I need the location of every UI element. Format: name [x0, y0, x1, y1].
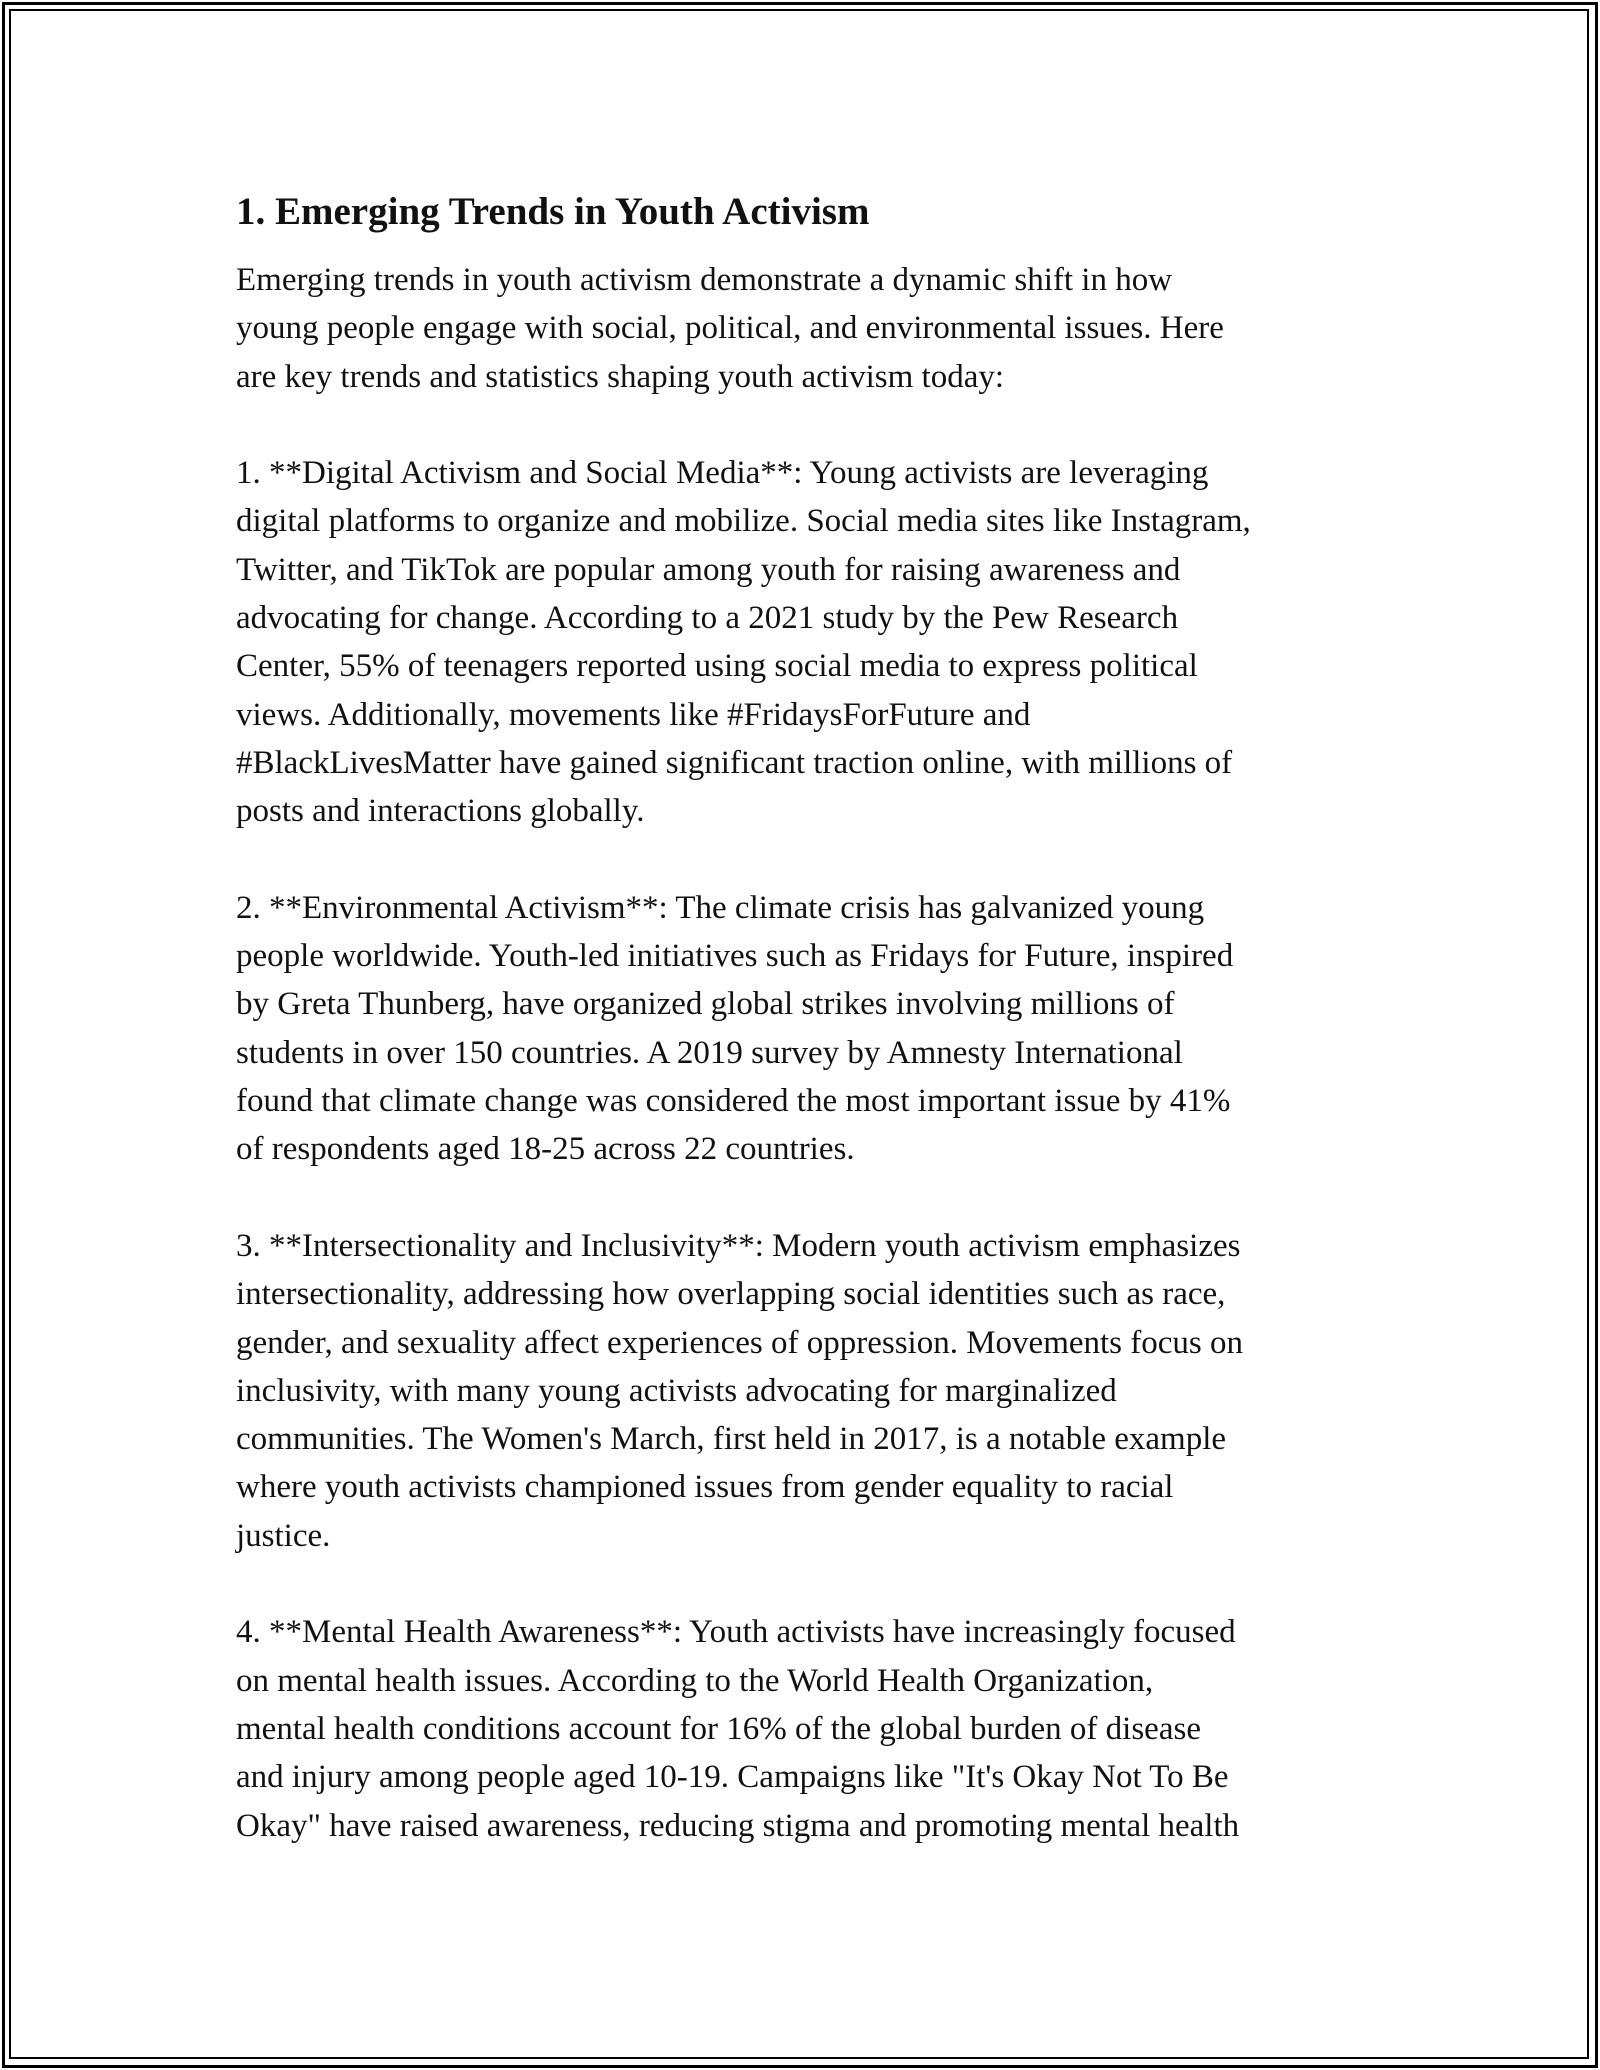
section-heading: 1. Emerging Trends in Youth Activism	[236, 190, 870, 233]
intro-paragraph: Emerging trends in youth activism demonstrate a dynamic shift in how young people engage with social, political, and environmental issues. Here are key trends and statistics shaping youth activism today:	[236, 262, 1224, 395]
document-body	[236, 182, 1386, 1850]
mental-health-paragraph: 4. **Mental Health Awareness**: Youth activists have increasingly focused on mental health issues. According to the World Health Organization, mental health conditions account for 16% of the global burden of disease and injury among people aged 10-19. Campaigns like "It's Okay Not To Be Okay" have raised awareness, reducing stigma and promoting mental health	[236, 1614, 1240, 1844]
intersectionality-paragraph: 3. **Intersectionality and Inclusivity**: Modern youth activism emphasizes intersectionality, addressing how overlapping social identities such as race, gender, and sexuality affect experiences of oppression. Movements focus on inclusivity, with many young activists advocating for marginalized communities. The Women's March, first held in 2017, is a notable example where youth activists championed issues from gender equality to racial justice.	[236, 1227, 1243, 1554]
digital-activism-paragraph: 1. **Digital Activism and Social Media**: Young activists are leveraging digital platforms to organize and mobilize. Social media sites like Instagram, Twitter, and TikTok are popular among youth for raising awareness and advocating for change. According to a 2021 study by the Pew Research Center, 55% of teenagers reported using social media to express political views. Additionally, movements like #FridaysForFuture and #BlackLivesMatter have gained significant traction online, with millions of posts and interactions globally.	[236, 455, 1251, 830]
environmental-activism-paragraph: 2. **Environmental Activism**: The climate crisis has galvanized young people worldwide. Youth-led initiatives such as Fridays for Future, inspired by Greta Thunberg, have organized global strikes involving millions of students in over 150 countries. A 2019 survey by Amnesty International found that climate change was considered the most important issue by 41% of respondents aged 18-25 across 22 countries.	[236, 889, 1234, 1168]
